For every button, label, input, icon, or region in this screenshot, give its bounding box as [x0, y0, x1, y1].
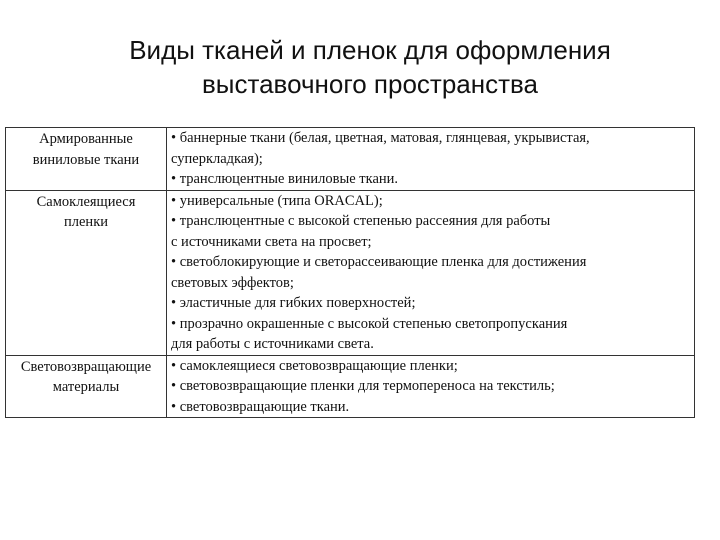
list-item: • эластичные для гибких поверхностей;	[171, 295, 416, 311]
category-line: Армированные	[39, 131, 133, 147]
list-item: • световозвращающие пленки для термопереноса на текстиль;	[171, 378, 555, 394]
table-row	[6, 190, 695, 355]
list-item: • универсальные (типа ORACAL);	[171, 192, 383, 209]
category-cell	[6, 190, 167, 355]
category-cell	[6, 355, 167, 418]
category-line: пленки	[64, 214, 108, 230]
list-item: с источниками света на просвет;	[171, 233, 372, 250]
items-cell	[167, 355, 695, 418]
list-item: • прозрачно окрашенные с высокой степенью светопропускания	[171, 315, 568, 332]
list-item: • светоблокирующие и светорассеивающие пленка для достижения	[171, 254, 587, 270]
list-item: • транслюцентные виниловые ткани.	[171, 171, 399, 187]
list-item: • транслюцентные с высокой степенью рассеяния для работы	[171, 213, 551, 229]
items-cell	[167, 128, 695, 191]
category-line: Самоклеящиеся	[36, 193, 136, 210]
category-cell	[6, 128, 167, 191]
list-item: световых эффектов;	[171, 274, 294, 291]
category-line: виниловые ткани	[32, 151, 140, 168]
list-item: для работы с источниками света.	[171, 336, 374, 352]
category-line: Световозвращающие	[20, 358, 152, 375]
list-item: суперкладкая);	[171, 150, 263, 167]
materials-table	[5, 127, 695, 418]
slide-title	[60, 33, 680, 101]
items-cell	[167, 190, 695, 355]
category-line: материалы	[52, 379, 120, 395]
list-item: • световозвращающие ткани.	[171, 398, 350, 415]
table-row	[6, 128, 695, 191]
table-row	[6, 355, 695, 418]
list-item: • баннерные ткани (белая, цветная, матовая, глянцевая, укрывистая,	[171, 130, 590, 146]
slide-title-line-1: Виды тканей и пленок для оформления	[129, 35, 611, 65]
slide-title-line-2: выставочного пространства	[201, 69, 539, 99]
list-item: • самоклеящиеся световозвращающие пленки;	[171, 357, 458, 374]
